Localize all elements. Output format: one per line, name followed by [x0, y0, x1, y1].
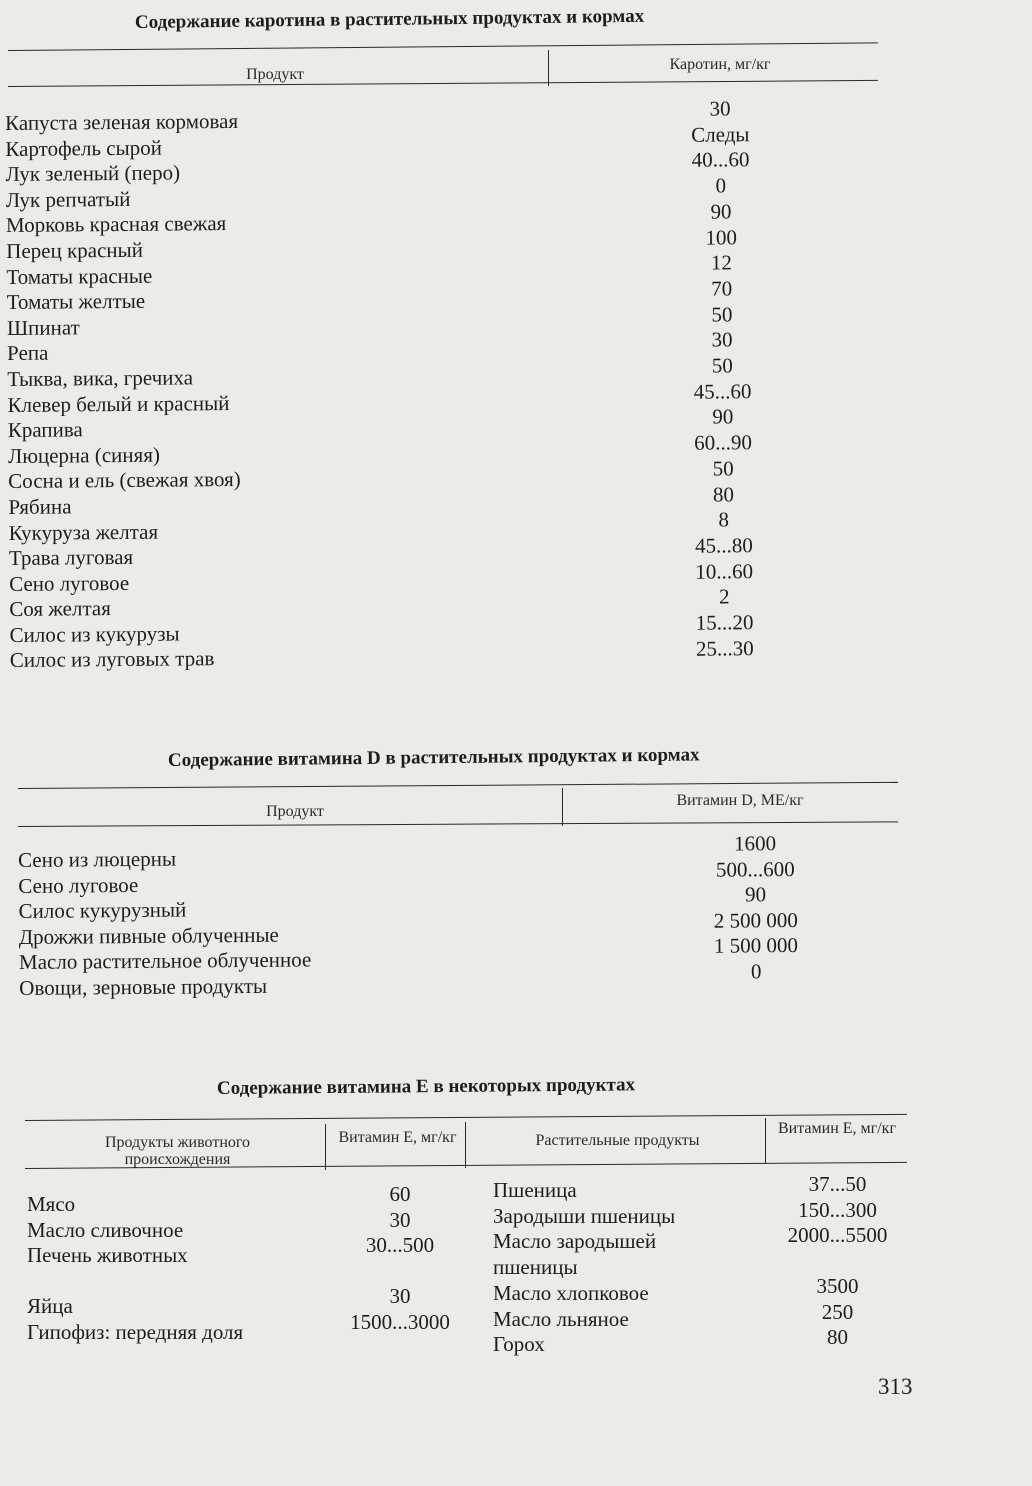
plant-product-name: Масло хлопковое: [493, 1280, 649, 1305]
carotene-value: 25...30: [695, 635, 754, 661]
table3-header-animal-vite: Витамин Е, мг/кг: [338, 1129, 457, 1146]
product-name: Капуста зеленая кормовая: [5, 108, 239, 135]
vitamin-d-value: 0: [750, 958, 762, 983]
table1-title: Содержание каротина в растительных продуктах и кормах: [134, 5, 645, 33]
product-name: Томаты красные: [6, 263, 153, 289]
carotene-value: 50: [712, 456, 734, 481]
table1-header-carotene: Каротин, мг/кг: [669, 56, 771, 73]
product-name: Морковь красная свежая: [5, 211, 227, 238]
table3-header-plant: Растительные продукты: [535, 1132, 700, 1149]
table3-divider-3: [765, 1118, 766, 1164]
table2-header-rule: [18, 821, 898, 827]
table2-header-vitd: Витамин D, МЕ/кг: [676, 792, 804, 809]
table3-divider-2: [465, 1122, 466, 1168]
carotene-value: 8: [718, 507, 730, 532]
carotene-value: 45...80: [694, 533, 753, 558]
carotene-value: 30: [711, 327, 733, 352]
animal-product-name: Яйца: [27, 1294, 73, 1318]
table2-title: Содержание витамина D в растительных продуктах и кормах: [167, 744, 700, 771]
product-name: Рябина: [8, 494, 72, 519]
carotene-value: 0: [715, 173, 727, 198]
plant-product-name: Пшеница: [493, 1178, 577, 1202]
product-name: Люцерна (синяя): [7, 442, 161, 468]
carotene-value: 30: [709, 96, 731, 121]
product-name: Сено из люцерны: [18, 846, 177, 872]
plant-vitamin-e-value: 37...50: [808, 1172, 867, 1196]
product-name: Лук репчатый: [5, 186, 131, 212]
table1-header-divider: [548, 50, 549, 86]
table1-header-product: Продукт: [246, 66, 304, 83]
plant-vitamin-e-value: 80: [827, 1325, 848, 1349]
table3-header-animal: Продукты животного происхождения: [104, 1134, 251, 1168]
table3-title: Содержание витамина Е в некоторых продуктах: [216, 1074, 636, 1099]
product-name: Томаты желтые: [6, 288, 146, 315]
table3-animal-value-list: [335, 1182, 465, 1335]
plant-product-name: Зародыши пшеницы: [493, 1203, 676, 1228]
table3-animal-product-list: [27, 1192, 243, 1345]
animal-vitamin-e-value: 60: [389, 1182, 411, 1206]
table2-value-list: [680, 831, 831, 985]
animal-product-name: Масло сливочное: [27, 1217, 184, 1242]
carotene-value: 60...90: [694, 430, 752, 455]
table3-header-plant-vite: Витамин Е, мг/кг: [777, 1120, 896, 1137]
carotene-value: 45...60: [693, 378, 752, 404]
animal-vitamin-e-value: 30: [389, 1207, 411, 1232]
table1-header-rule: [8, 80, 878, 87]
carotene-value: 10...60: [695, 558, 754, 584]
animal-vitamin-e-value: 1500...3000: [350, 1309, 450, 1334]
table1-top-rule: [8, 42, 878, 51]
product-name: Сено луговое: [9, 570, 130, 596]
carotene-value: 90: [712, 404, 734, 429]
plant-vitamin-e-value: 3500: [816, 1274, 859, 1298]
table3-plant-value-list: [775, 1172, 900, 1351]
table3-divider-1: [325, 1124, 326, 1170]
animal-vitamin-e-value: 30: [389, 1284, 411, 1308]
product-name: Овощи, зерновые продукты: [19, 973, 268, 1000]
product-name: Кукуруза желтая: [8, 519, 159, 545]
vitamin-d-value: 500...600: [715, 856, 795, 882]
animal-vitamin-e-value: [335, 1259, 465, 1285]
table1-value-list: [660, 96, 785, 662]
table1-product-list: [5, 109, 243, 674]
carotene-value: 80: [712, 481, 735, 507]
carotene-value: 100: [705, 224, 738, 250]
table2-product-list: [18, 845, 312, 1001]
animal-product-name: Печень животных: [27, 1243, 188, 1267]
carotene-value: 12: [710, 250, 733, 275]
product-name: Соя желтая: [9, 596, 111, 622]
product-name: Клевер белый и красный: [7, 390, 230, 417]
carotene-value: 50: [711, 302, 733, 327]
carotene-value: 40...60: [691, 147, 750, 173]
plant-vitamin-e-value: 150...300: [798, 1197, 877, 1222]
carotene-value: 90: [710, 199, 732, 224]
product-name: Силос кукурузный: [18, 897, 187, 923]
plant-product-name: пшеницы: [493, 1255, 578, 1280]
plant-vitamin-e-value: [775, 1249, 900, 1275]
carotene-value: 2: [719, 584, 730, 609]
product-name: Сосна и ель (свежая хвоя): [8, 467, 241, 494]
animal-vitamin-e-value: 30...500: [365, 1233, 435, 1257]
carotene-value: 15...20: [695, 610, 754, 635]
page-number: 313: [878, 1374, 913, 1399]
animal-product-name: Гипофиз: передняя доля: [27, 1319, 244, 1344]
plant-product-name: Масло зародышей: [493, 1229, 657, 1254]
product-name: Силос из луговых трав: [9, 646, 215, 673]
animal-product-name: Мясо: [27, 1192, 76, 1216]
table2-header-product: Продукт: [266, 803, 324, 820]
product-name: Лук зеленый (перо): [5, 160, 181, 187]
vitamin-d-value: 90: [744, 882, 767, 907]
product-name: Дрожжи пивные облученные: [18, 922, 279, 949]
plant-product-name: Масло льняное: [493, 1306, 629, 1331]
table3-plant-product-list: [493, 1178, 675, 1358]
product-name: Шпинат: [6, 315, 80, 340]
product-name: Масло растительное облученное: [18, 947, 312, 974]
plant-vitamin-e-value: 250: [821, 1299, 854, 1324]
carotene-value: Следы: [691, 121, 750, 147]
plant-product-name: Горох: [493, 1332, 545, 1357]
vitamin-d-value: 2 500 000: [713, 907, 798, 933]
carotene-value: 50: [711, 353, 733, 378]
product-name: Репа: [7, 340, 49, 366]
table2-header-divider: [562, 788, 563, 826]
animal-product-name: [27, 1269, 243, 1295]
product-name: Тыква, вика, гречиха: [7, 365, 194, 391]
product-name: Перец красный: [6, 237, 144, 263]
vitamin-d-value: 1 500 000: [713, 932, 799, 958]
product-name: Крапива: [7, 417, 83, 443]
vitamin-d-value: 1600: [733, 831, 777, 856]
product-name: Сено луговое: [18, 872, 139, 898]
table2-top-rule: [18, 782, 898, 789]
product-name: Трава луговая: [8, 544, 134, 571]
product-name: Силос из кукурузы: [9, 621, 180, 647]
product-name: Картофель сырой: [5, 135, 163, 161]
plant-vitamin-e-value: 2000...5500: [787, 1223, 888, 1247]
carotene-value: 70: [711, 276, 733, 301]
